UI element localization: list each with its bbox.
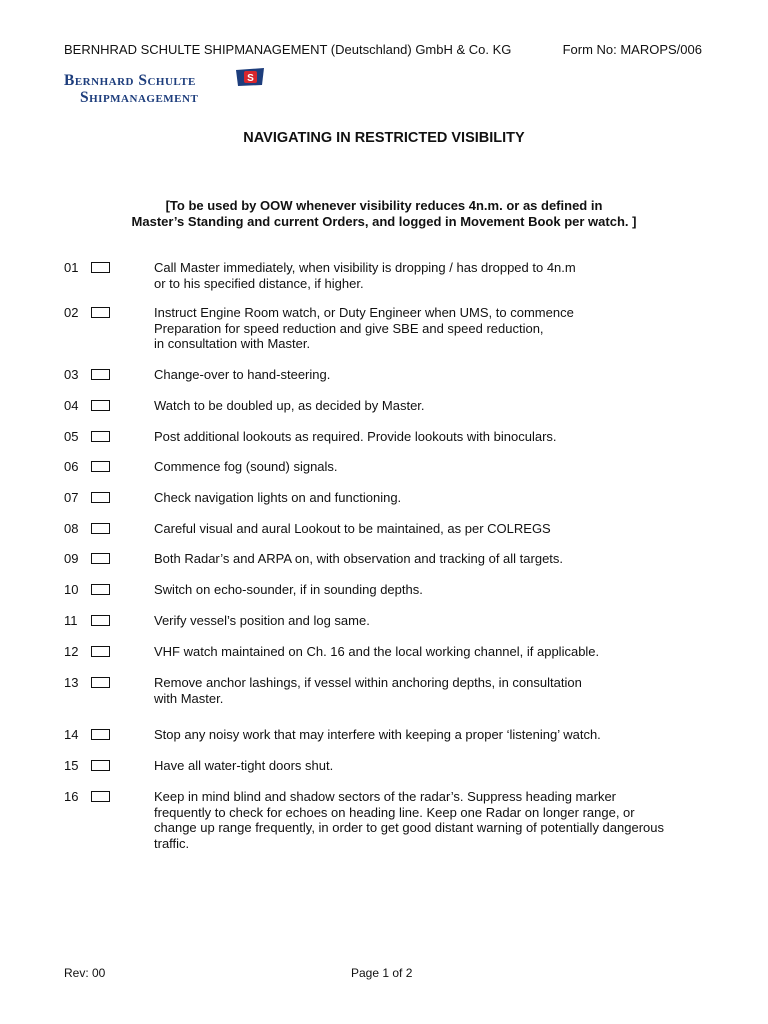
item-number: 04 [64, 398, 79, 413]
document-header [64, 42, 702, 58]
flag-icon [236, 68, 266, 88]
item-text: Keep in mind blind and shadow sectors of the radar’s. Suppress heading marker frequently to check for echoes on heading line. Keep one Radar on longer range, or change up range frequently, in order to get good distant warning of potentially dangerous traffic. [154, 789, 664, 851]
item-number: 06 [64, 459, 79, 474]
item-text: Commence fog (sound) signals. [154, 459, 338, 474]
item-number: 07 [64, 490, 79, 505]
form-number: Form No: MAROPS/006 [562, 42, 702, 57]
item-text: Post additional lookouts as required. Provide lookouts with binoculars. [154, 429, 557, 444]
item-checkbox[interactable] [91, 461, 110, 472]
usage-instructions [0, 198, 768, 229]
item-text: VHF watch maintained on Ch. 16 and the local working channel, if applicable. [154, 644, 600, 659]
item-number: 12 [64, 644, 79, 659]
logo-line-1: Bernhard Schulte [64, 72, 196, 89]
logo-line-2: Shipmanagement [80, 89, 199, 106]
item-text: Check navigation lights on and functioning. [154, 490, 402, 505]
item-text: Switch on echo-sounder, if in sounding depths. [154, 582, 423, 597]
item-checkbox[interactable] [91, 262, 110, 273]
item-number: 15 [64, 758, 79, 773]
item-checkbox[interactable] [91, 729, 110, 740]
item-checkbox[interactable] [91, 431, 110, 442]
item-text: Instruct Engine Room watch, or Duty Engineer when UMS, to commence Preparation for speed reduction and give SBE and speed reduction, in consultation with Master. [154, 305, 574, 351]
company-logo [64, 68, 274, 108]
instructions-line-1: [To be used by OOW whenever visibility reduces 4n.m. or as defined in [165, 198, 603, 213]
item-number: 02 [64, 305, 79, 320]
document-title: NAVIGATING IN RESTRICTED VISIBILITY [243, 130, 525, 146]
item-text: Stop any noisy work that may interfere with keeping a proper ‘listening’ watch. [154, 727, 601, 742]
item-number: 10 [64, 582, 79, 597]
item-text: Both Radar’s and ARPA on, with observation and tracking of all targets. [154, 551, 564, 566]
item-number: 03 [64, 367, 79, 382]
item-text: Verify vessel’s position and log same. [154, 613, 370, 628]
item-text: Careful visual and aural Lookout to be maintained, as per COLREGS [154, 521, 551, 536]
item-text: Remove anchor lashings, if vessel within anchoring depths, in consultation with Master. [154, 675, 582, 706]
item-text: Call Master immediately, when visibility is dropping / has dropped to 4n.m or to his specified distance, if higher. [154, 260, 576, 291]
item-checkbox[interactable] [91, 615, 110, 626]
logo-wordmark [64, 72, 198, 106]
item-text: Watch to be doubled up, as decided by Master. [154, 398, 425, 413]
company-name: BERNHRAD SCHULTE SHIPMANAGEMENT (Deutschland) GmbH & Co. KG [64, 42, 512, 57]
item-number: 09 [64, 551, 79, 566]
item-checkbox[interactable] [91, 523, 110, 534]
page-number: Page 1 of 2 [351, 966, 413, 980]
revision-label: Rev: 00 [64, 966, 106, 980]
item-checkbox[interactable] [91, 553, 110, 564]
item-text: Change-over to hand-steering. [154, 367, 331, 382]
flag-letter: S [247, 73, 254, 84]
item-number: 16 [64, 789, 79, 804]
instructions-line-2: Master’s Standing and current Orders, and logged in Movement Book per watch. ] [131, 213, 637, 229]
item-checkbox[interactable] [91, 369, 110, 380]
item-checkbox[interactable] [91, 307, 110, 318]
item-checkbox[interactable] [91, 646, 110, 657]
item-number: 14 [64, 727, 79, 742]
item-checkbox[interactable] [91, 400, 110, 411]
item-number: 13 [64, 675, 79, 690]
item-number: 05 [64, 429, 79, 444]
item-checkbox[interactable] [91, 760, 110, 771]
item-checkbox[interactable] [91, 584, 110, 595]
item-text: Have all water-tight doors shut. [154, 758, 334, 773]
item-number: 08 [64, 521, 79, 536]
item-checkbox[interactable] [91, 677, 110, 688]
item-checkbox[interactable] [91, 791, 110, 802]
item-checkbox[interactable] [91, 492, 110, 503]
item-number: 11 [64, 613, 78, 628]
item-number: 01 [64, 260, 79, 275]
